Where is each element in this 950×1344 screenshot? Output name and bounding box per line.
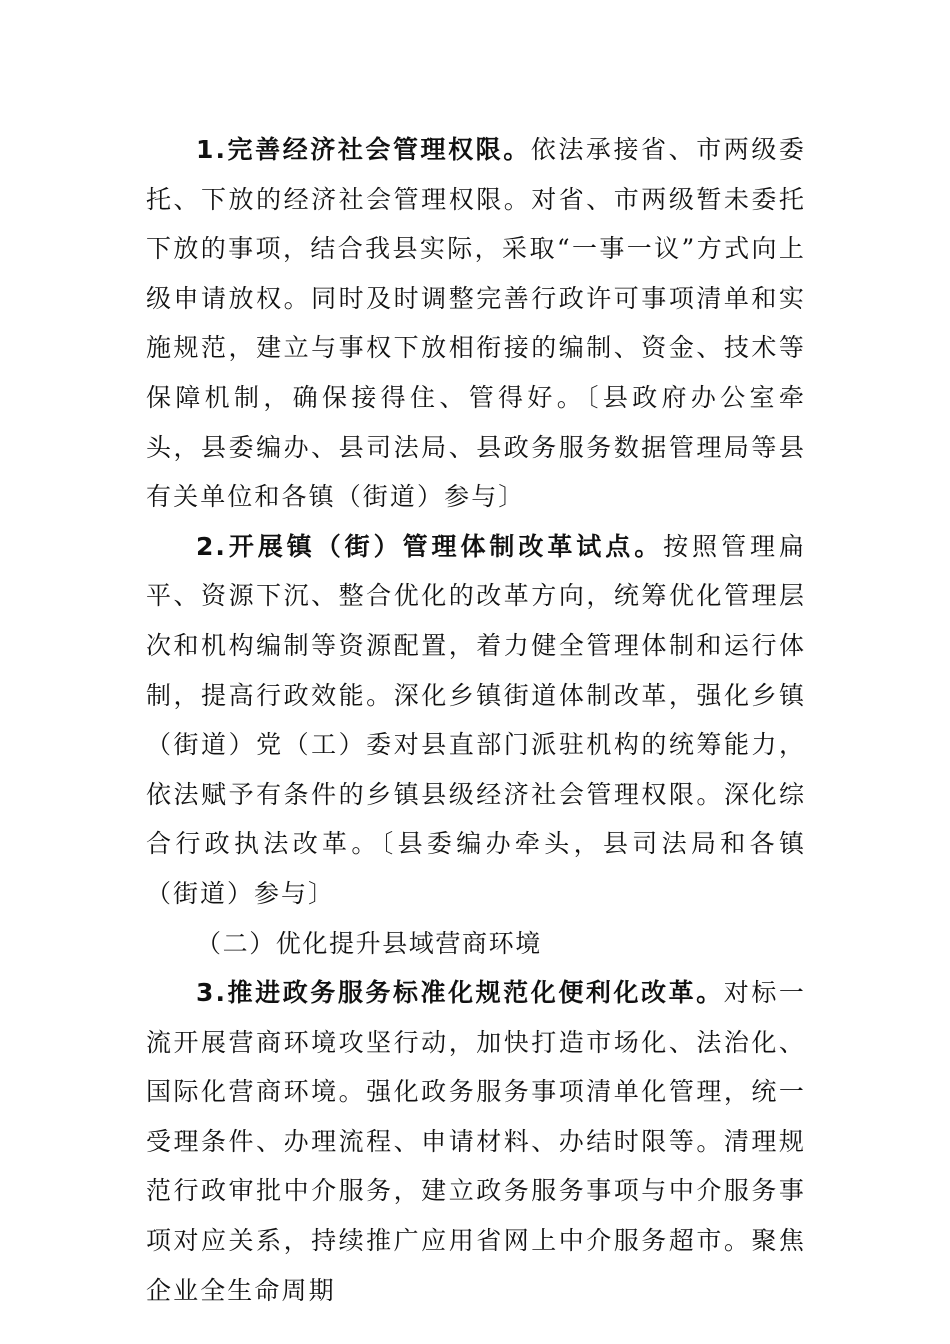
item-3-body: 对标一流开展营商环境攻坚行动，加快打造市场化、法治化、国际化营商环境。强化政务服务事项清单化管理，统一受理条件、办理流程、申请材料、办结时限等。清理规范行政审批中介服务，建立政务服务事项与中介服务事项对应关系，持续推广应用省网上中介服务超市。聚焦企业全生命周期 [146, 978, 806, 1305]
item-1-lead: 1.完善经济社会管理权限。 [196, 135, 531, 164]
item-1-body: 依法承接省、市两级委托、下放的经济社会管理权限。对省、市两级暂未委托下放的事项，结合我县实际，采取“一事一议”方式向上级申请放权。同时及时调整完善行政许可事项清单和实施规范，建立与事权下放相衔接的编制、资金、技术等保障机制，确保接得住、管得好。〔县政府办公室牵头，县委编办、县司法局、县政务服务数据管理局等县有关单位和各镇（街道）参与〕 [146, 135, 806, 512]
paragraph-item-2 [146, 522, 806, 919]
section-heading: （二）优化提升县域营商环境 [196, 928, 542, 958]
paragraph-item-3 [146, 968, 806, 1315]
item-2-body: 按照管理扁平、资源下沉、整合优化的改革方向，统筹优化管理层次和机构编制等资源配置，着力健全管理体制和运行体制，提高行政效能。深化乡镇街道体制改革，强化乡镇（街道）党（工）委对县直部门派驻机构的统筹能力，依法赋予有条件的乡镇县级经济社会管理权限。深化综合行政执法改革。〔县委编办牵头，县司法局和各镇（街道）参与〕 [146, 531, 806, 908]
paragraph-item-1 [146, 125, 806, 522]
item-2-lead: 2.开展镇（街）管理体制改革试点。 [196, 531, 664, 561]
item-3-lead: 3.推进政务服务标准化规范化便利化改革。 [196, 978, 724, 1008]
